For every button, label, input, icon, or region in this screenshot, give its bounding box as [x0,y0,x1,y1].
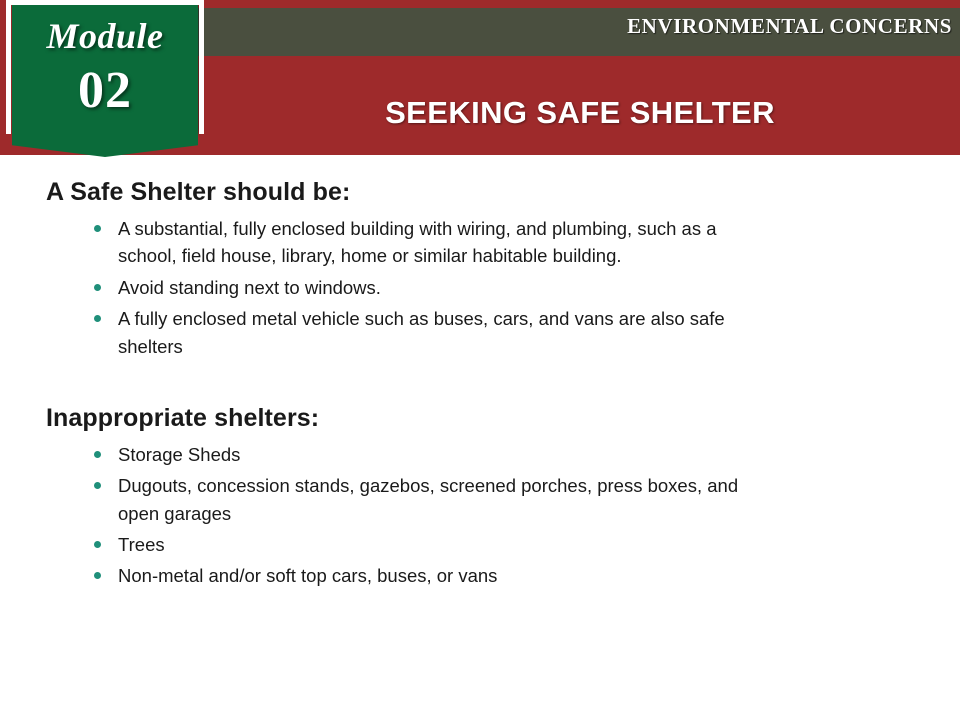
list-item [92,531,772,558]
list-item [92,562,772,589]
list-item [92,215,772,270]
section-heading: Inappropriate shelters: [46,403,320,432]
bullet-dot-icon [94,284,101,291]
bullet-dot-icon [94,482,101,489]
slide-body [0,168,960,720]
bullet-dot-icon [94,451,101,458]
header-divider [0,155,960,160]
list-item [92,441,772,468]
ribbon-title: ENVIRONMENTAL CONCERNS [627,14,952,38]
section-safe-shelter [26,178,934,360]
page-title: SEEKING SAFE SHELTER [385,95,775,130]
bullet-dot-icon [94,225,101,232]
badge-tail-left [12,131,105,157]
badge-module-number: 02 [78,62,132,119]
list-item-text: Non-metal and/or soft top cars, buses, or vans [118,565,498,587]
badge-module-label: Module [46,16,164,56]
section-inappropriate-shelters [26,404,934,590]
bullet-dot-icon [94,572,101,579]
bullet-dot-icon [94,541,101,548]
list-item [92,472,772,527]
list-item-text: A substantial, fully enclosed building with wiring, and plumbing, such as a school, field house, library, home or similar habitable building. [118,218,717,267]
list-item [92,305,772,360]
badge-tail-right [105,131,198,157]
section-heading: A Safe Shelter should be: [46,178,351,206]
list-item-text: Storage Sheds [118,443,241,465]
bullet-list [92,215,934,360]
list-item-text: Dugouts, concession stands, gazebos, screened porches, press boxes, and open garages [118,475,739,524]
module-badge [12,3,208,155]
list-item [92,274,772,301]
list-item-text: Avoid standing next to windows. [118,276,381,298]
bullet-dot-icon [94,315,101,322]
list-item-text: A fully enclosed metal vehicle such as buses, cars, and vans are also safe shelters [118,308,725,357]
bullet-list [92,441,934,590]
list-item-text: Trees [118,534,165,555]
